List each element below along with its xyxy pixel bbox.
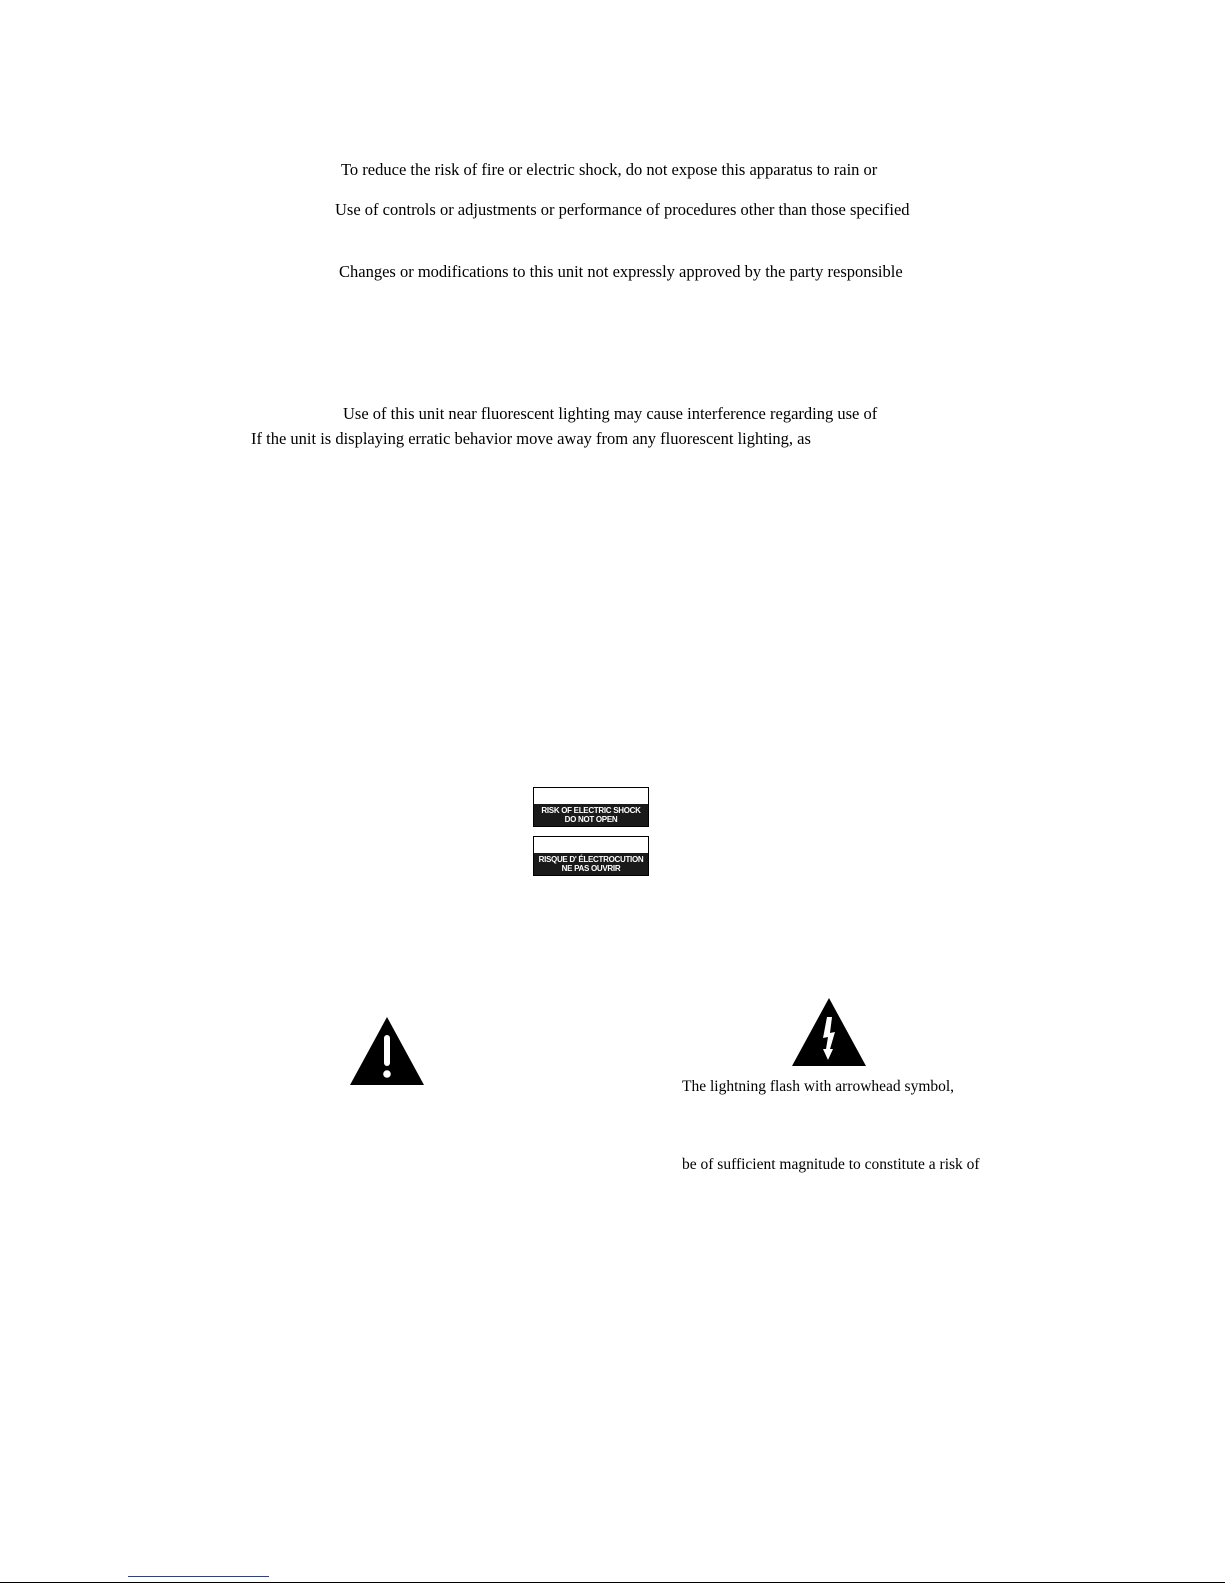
modifications-warning-text: Changes or modifications to this unit not expressly approved by the party responsible: [339, 262, 903, 281]
caution-label-french-line-2: NE PAS OUVRIR: [561, 864, 621, 873]
lightning-flash-icon: [790, 996, 868, 1068]
footnote-rule: [128, 1576, 269, 1577]
caution-label-english-band: [534, 804, 648, 826]
controls-warning-text: Use of controls or adjustments or performance of procedures other than those specified: [335, 200, 910, 219]
lightning-symbol-text: The lightning flash with arrowhead symbol,: [682, 1078, 955, 1095]
caution-label-english: [533, 787, 649, 827]
fluorescent-advice-text: If the unit is displaying erratic behavior move away from any fluorescent lighting, as: [251, 429, 811, 448]
lightning-symbol-text-continued: be of sufficient magnitude to constitute a risk of: [682, 1156, 980, 1173]
caution-label-french-line-1: RISQUE D' ÉLECTROCUTION: [538, 855, 644, 864]
caution-label-french: [533, 836, 649, 876]
caution-label-french-band: [534, 853, 648, 875]
page-bottom-rule: [0, 1582, 1225, 1583]
moisture-warning-text: To reduce the risk of fire or electric shock, do not expose this apparatus to rain or: [341, 160, 878, 179]
caution-label-english-line-2: DO NOT OPEN: [564, 815, 618, 824]
caution-label-english-line-1: RISK OF ELECTRIC SHOCK: [541, 806, 641, 815]
exclamation-warning-icon: [348, 1015, 426, 1087]
fluorescent-warning-text: Use of this unit near fluorescent lighting may cause interference regarding use of: [343, 404, 878, 423]
